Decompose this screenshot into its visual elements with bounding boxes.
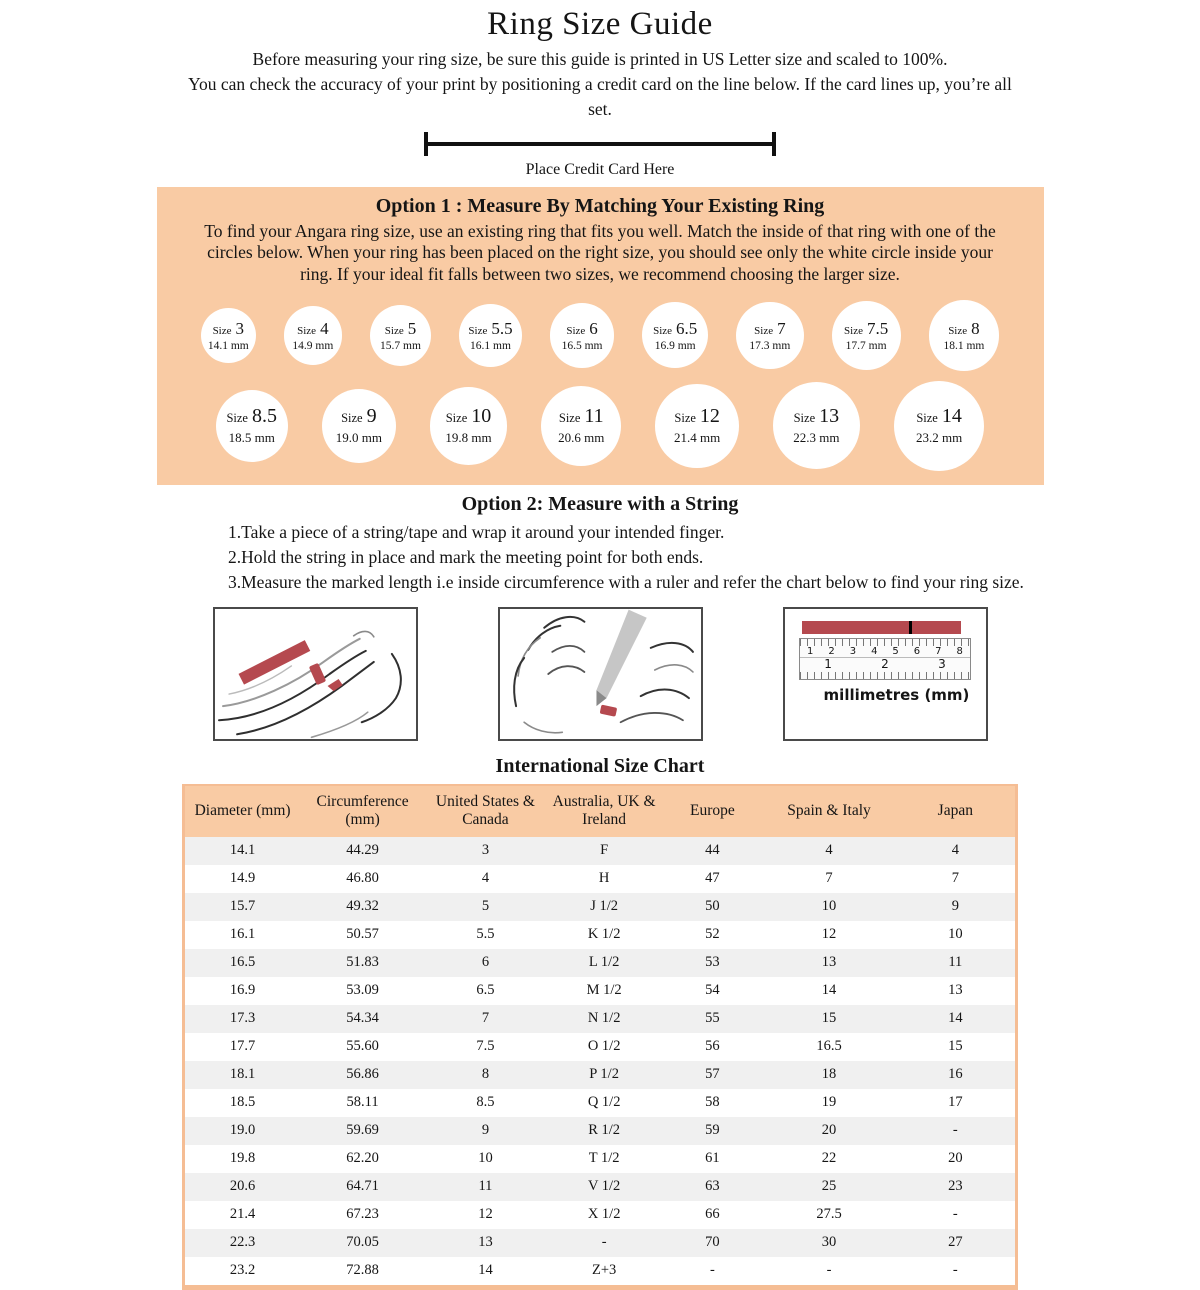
table-cell: 15.7 <box>229 898 256 915</box>
ring-size-circle <box>773 382 860 469</box>
table-cell: 14 <box>948 1010 963 1027</box>
circle-mm-label: 15.7 mm <box>380 339 421 352</box>
table-cell: 14.1 <box>229 842 256 859</box>
table-row <box>184 1201 1017 1229</box>
table-cell: 23 <box>948 1178 963 1195</box>
table-row <box>184 865 1017 893</box>
table-cell: 64.71 <box>346 1178 379 1195</box>
credit-card-line-right-cap <box>772 132 776 156</box>
table-row <box>184 893 1017 921</box>
table-cell: 7 <box>825 870 833 887</box>
circle-size-label: Size 11 <box>558 405 604 428</box>
illustrations-row <box>0 607 1200 741</box>
table-cell: 27.5 <box>816 1206 842 1223</box>
column-header: Diameter (mm) <box>184 785 301 837</box>
ring-size-circle <box>541 386 621 466</box>
table-cell: 3 <box>481 842 490 859</box>
hand-marking-sketch <box>500 609 701 739</box>
table-cell: 19.8 <box>229 1150 256 1167</box>
circle-mm-label: 21.4 mm <box>674 430 721 446</box>
table-cell: - <box>952 1262 958 1279</box>
table-cell: 44.29 <box>346 842 379 859</box>
circle-size-label: Size 4 <box>297 318 329 338</box>
circle-mm-label: 18.5 mm <box>228 430 275 446</box>
table-row <box>184 1229 1017 1257</box>
table-cell: 5 <box>481 898 490 915</box>
table-cell: 25 <box>821 1178 837 1195</box>
table-cell: 67.23 <box>346 1206 379 1223</box>
ruler-number: 3 <box>938 656 946 671</box>
table-cell: 59.69 <box>346 1122 379 1139</box>
table-cell: 12 <box>821 926 837 943</box>
ring-size-circle <box>201 308 256 363</box>
table-cell: 9 <box>481 1122 490 1139</box>
table-cell: 53.09 <box>346 982 379 999</box>
table-cell: L 1/2 <box>588 954 620 971</box>
table-row <box>184 1117 1017 1145</box>
table-row <box>184 949 1017 977</box>
table-cell: N 1/2 <box>587 1010 621 1027</box>
table-cell: H <box>598 870 610 887</box>
table-cell: J 1/2 <box>590 898 619 915</box>
ring-size-circle <box>216 390 288 462</box>
table-cell: 57 <box>705 1066 720 1083</box>
ruler-body <box>799 638 972 680</box>
table-cell: 62.20 <box>346 1150 379 1167</box>
ruler-number: 4 <box>871 645 878 657</box>
circle-mm-label: 22.3 mm <box>793 430 840 446</box>
table-cell: 50 <box>705 898 720 915</box>
table-cell: 5.5 <box>476 926 495 943</box>
circle-size-label: Size 7 <box>754 318 786 338</box>
table-row <box>184 1005 1017 1033</box>
ring-size-circle <box>655 384 738 467</box>
circle-mm-label: 16.1 mm <box>470 339 511 352</box>
step-item: 1.Take a piece of a string/tape and wrap it around your intended finger. <box>228 522 725 543</box>
table-cell: 49.32 <box>346 898 379 915</box>
circle-size-label: Size 7.5 <box>844 318 889 338</box>
table-cell: 44 <box>705 842 720 859</box>
table-cell: 14 <box>821 982 837 999</box>
table-cell: - <box>826 1262 832 1279</box>
ruler-number: 8 <box>956 645 963 657</box>
table-row <box>184 1089 1017 1117</box>
circle-size-label: Size 8 <box>948 318 980 338</box>
table-cell: 56.86 <box>346 1066 379 1083</box>
table-cell: - <box>952 1122 958 1139</box>
table-cell: - <box>952 1206 958 1223</box>
intro-text <box>183 47 1017 122</box>
table-row <box>184 1033 1017 1061</box>
option1-section <box>157 187 1044 486</box>
table-cell: 54.34 <box>346 1010 379 1027</box>
circle-mm-label: 19.8 mm <box>445 430 492 446</box>
table-cell: 10 <box>478 1150 493 1167</box>
table-cell: 16.5 <box>229 954 256 971</box>
table-cell: 22 <box>821 1150 837 1167</box>
table-cell: 50.57 <box>346 926 379 943</box>
ring-circles-row-1 <box>187 300 1014 371</box>
ring-size-circle <box>322 389 396 463</box>
step-item: 3.Measure the marked length i.e inside circumference with a ruler and refer the chart below to find your ring size. <box>228 571 1024 592</box>
table-cell: 58 <box>705 1094 720 1111</box>
table-cell: 15 <box>948 1038 963 1055</box>
page-title: Ring Size Guide <box>487 6 713 42</box>
table-cell: 11 <box>948 954 963 971</box>
table-header-row <box>184 785 1017 837</box>
size-chart-title: International Size Chart <box>495 754 705 777</box>
ring-size-circle <box>459 304 522 367</box>
table-cell: 8.5 <box>476 1094 495 1111</box>
circle-mm-label: 14.9 mm <box>292 339 334 352</box>
table-cell: 70 <box>705 1234 720 1251</box>
table-cell: 16.5 <box>816 1038 842 1055</box>
table-cell: 10 <box>821 898 837 915</box>
circle-size-label: Size 3 <box>212 318 245 338</box>
table-cell: 13 <box>821 954 837 971</box>
table-cell: 55.60 <box>346 1038 379 1055</box>
column-header: United States & Canada <box>425 785 546 837</box>
table-cell: 19 <box>821 1094 837 1111</box>
table-cell: 6 <box>481 954 490 971</box>
table-cell: 17.3 <box>229 1010 256 1027</box>
table-row <box>184 1173 1017 1201</box>
table-cell: 56 <box>705 1038 720 1055</box>
string-marking-illustration <box>498 607 703 741</box>
table-row <box>184 837 1017 865</box>
table-cell: Q 1/2 <box>587 1094 621 1111</box>
table-cell: 6.5 <box>476 982 495 999</box>
ruler-number: 1 <box>807 645 814 657</box>
table-cell: 7 <box>951 870 959 887</box>
ruler-illustration <box>783 607 988 741</box>
table-cell: 17.7 <box>229 1038 256 1055</box>
circle-mm-label: 17.7 mm <box>845 339 887 352</box>
credit-card-line-bar <box>428 142 772 146</box>
ruler-numbers-top <box>800 646 971 657</box>
intro-line-1: Before measuring your ring size, be sure this guide is printed in US Letter size and scaled to 100%. <box>252 49 948 69</box>
table-cell: 4 <box>825 842 833 859</box>
table-row <box>184 921 1017 949</box>
ruler-number: 3 <box>849 645 857 657</box>
step-item: 2.Hold the string in place and mark the meeting point for both ends. <box>228 547 704 568</box>
ring-size-circle <box>642 302 708 368</box>
table-cell: 8 <box>481 1066 490 1083</box>
column-header: Circumference (mm) <box>300 785 425 837</box>
table-cell: 13 <box>948 982 963 999</box>
circle-size-label: Size 6.5 <box>653 318 698 338</box>
table-cell: 52 <box>705 926 720 943</box>
table-cell: 16 <box>948 1066 963 1083</box>
table-cell: 18 <box>821 1066 837 1083</box>
table-cell: 14 <box>478 1262 493 1279</box>
ruler-number: 6 <box>913 645 921 657</box>
option1-body: To find your Angara ring size, use an existing ring that fits you well. Match the inside of that ring with one of the circles below. When your ring has been placed on the right size, you should see only the white circle inside your ring. If your ideal fit falls between two sizes, we recommend choosing the larger size. <box>204 220 996 285</box>
circle-mm-label: 16.9 mm <box>654 339 696 352</box>
table-cell: 27 <box>948 1234 963 1251</box>
table-cell: 18.1 <box>229 1066 256 1083</box>
ruler-numbers-bottom <box>800 657 971 672</box>
table-cell: 16.9 <box>229 982 256 999</box>
circle-size-label: Size 10 <box>445 405 492 428</box>
table-cell: 21.4 <box>229 1206 256 1223</box>
table-cell: 4 <box>481 870 490 887</box>
circle-mm-label: 20.6 mm <box>558 430 605 446</box>
table-cell: R 1/2 <box>588 1122 621 1139</box>
table-cell: 72.88 <box>346 1262 379 1279</box>
ring-size-circle <box>430 387 507 464</box>
ruler-ticks-top <box>800 639 971 646</box>
intro-line-2: You can check the accuracy of your print by positioning a credit card on the line below. If the card lines up, you’re all set. <box>188 73 1012 119</box>
table-cell: P 1/2 <box>589 1066 619 1083</box>
table-row <box>184 1145 1017 1173</box>
table-cell: F <box>600 842 609 859</box>
option2-heading: Option 2: Measure with a String <box>461 493 739 516</box>
table-cell: 61 <box>705 1150 720 1167</box>
table-cell: 55 <box>705 1010 720 1027</box>
ring-size-circle <box>736 302 803 369</box>
hand-string-sketch <box>215 609 416 739</box>
table-cell: 30 <box>821 1234 837 1251</box>
table-cell: 54 <box>705 982 720 999</box>
column-header: Europe <box>662 785 762 837</box>
table-cell: 53 <box>705 954 720 971</box>
ruler-number: 5 <box>892 645 899 657</box>
table-cell: 51.83 <box>346 954 379 971</box>
ruler-ticks-bottom <box>800 672 971 679</box>
table-cell: 13 <box>478 1234 493 1251</box>
table-cell: 7.5 <box>476 1038 495 1055</box>
table-cell: M 1/2 <box>586 982 622 999</box>
table-cell: 15 <box>821 1010 837 1027</box>
ring-size-circle <box>370 305 431 366</box>
table-cell: O 1/2 <box>587 1038 621 1055</box>
column-header: Australia, UK & Ireland <box>546 785 663 837</box>
table-cell: 12 <box>478 1206 493 1223</box>
option1-heading: Option 1 : Measure By Matching Your Existing Ring <box>375 194 825 217</box>
circle-mm-label: 19.0 mm <box>335 430 382 446</box>
table-cell: 7 <box>481 1010 490 1027</box>
table-cell: 11 <box>478 1178 493 1195</box>
circle-size-label: Size 14 <box>916 405 962 428</box>
table-cell: 58.11 <box>346 1094 379 1111</box>
table-cell: 19.0 <box>229 1122 256 1139</box>
table-row <box>184 1061 1017 1089</box>
table-cell: 59 <box>705 1122 720 1139</box>
hand-string-illustration <box>213 607 418 741</box>
table-cell: 22.3 <box>229 1234 256 1251</box>
table-cell: 23.2 <box>229 1262 256 1279</box>
ring-size-circle <box>894 381 984 471</box>
table-cell: 20 <box>948 1150 963 1167</box>
table-cell: - <box>709 1262 715 1279</box>
table-cell: 66 <box>705 1206 720 1223</box>
circle-size-label: Size 9 <box>341 405 377 428</box>
table-cell: 70.05 <box>346 1234 379 1251</box>
circle-size-label: Size 6 <box>566 318 598 338</box>
ruler-number: 1 <box>824 656 832 671</box>
table-cell: Z+3 <box>591 1262 617 1279</box>
circle-size-label: Size 5.5 <box>468 318 513 338</box>
table-cell: 9 <box>951 898 959 915</box>
credit-card-label: Place Credit Card Here <box>525 160 675 178</box>
circle-size-label: Size 5 <box>384 318 417 338</box>
measured-string-strip <box>802 621 961 634</box>
table-cell: 63 <box>705 1178 720 1195</box>
circle-mm-label: 14.1 mm <box>207 339 249 352</box>
measured-mark <box>909 621 912 634</box>
ring-size-circle <box>284 306 342 364</box>
table-cell: 46.80 <box>346 870 379 887</box>
circle-mm-label: 18.1 mm <box>943 339 985 352</box>
ruler-number: 2 <box>881 656 889 671</box>
circle-size-label: Size 12 <box>674 405 720 428</box>
ruler <box>799 621 972 704</box>
table-cell: 17 <box>948 1094 963 1111</box>
size-chart-table <box>182 784 1018 1290</box>
table-cell: 20 <box>821 1122 837 1139</box>
table-cell: K 1/2 <box>587 926 621 943</box>
option2-steps <box>228 520 1038 595</box>
table-cell: 4 <box>951 842 959 859</box>
ruler-number: 7 <box>935 645 942 657</box>
table-cell: 47 <box>705 870 720 887</box>
circle-size-label: Size 13 <box>793 405 840 428</box>
ring-size-circle <box>550 303 614 367</box>
table-cell: 18.5 <box>229 1094 256 1111</box>
ring-size-circle <box>832 301 901 370</box>
table-cell: 20.6 <box>229 1178 256 1195</box>
column-header: Japan <box>896 785 1017 837</box>
circle-size-label: Size 8.5 <box>226 405 277 428</box>
credit-card-line <box>424 132 776 156</box>
table-cell: 14.9 <box>229 870 256 887</box>
table-cell: - <box>601 1234 607 1251</box>
column-header: Spain & Italy <box>762 785 895 837</box>
table-cell: T 1/2 <box>588 1150 620 1167</box>
table-cell: 16.1 <box>229 926 256 943</box>
table-row <box>184 977 1017 1005</box>
circle-mm-label: 16.5 mm <box>561 339 603 352</box>
ruler-number: 2 <box>828 645 835 657</box>
ring-circles-row-2 <box>187 381 1014 471</box>
circle-mm-label: 23.2 mm <box>915 430 963 446</box>
ring-size-circle <box>929 300 1000 371</box>
ruler-caption: millimetres (mm) <box>823 685 970 704</box>
table-cell: V 1/2 <box>587 1178 621 1195</box>
table-cell: X 1/2 <box>587 1206 621 1223</box>
table-cell: 10 <box>948 926 963 943</box>
table-row <box>184 1257 1017 1288</box>
circle-mm-label: 17.3 mm <box>749 339 791 352</box>
